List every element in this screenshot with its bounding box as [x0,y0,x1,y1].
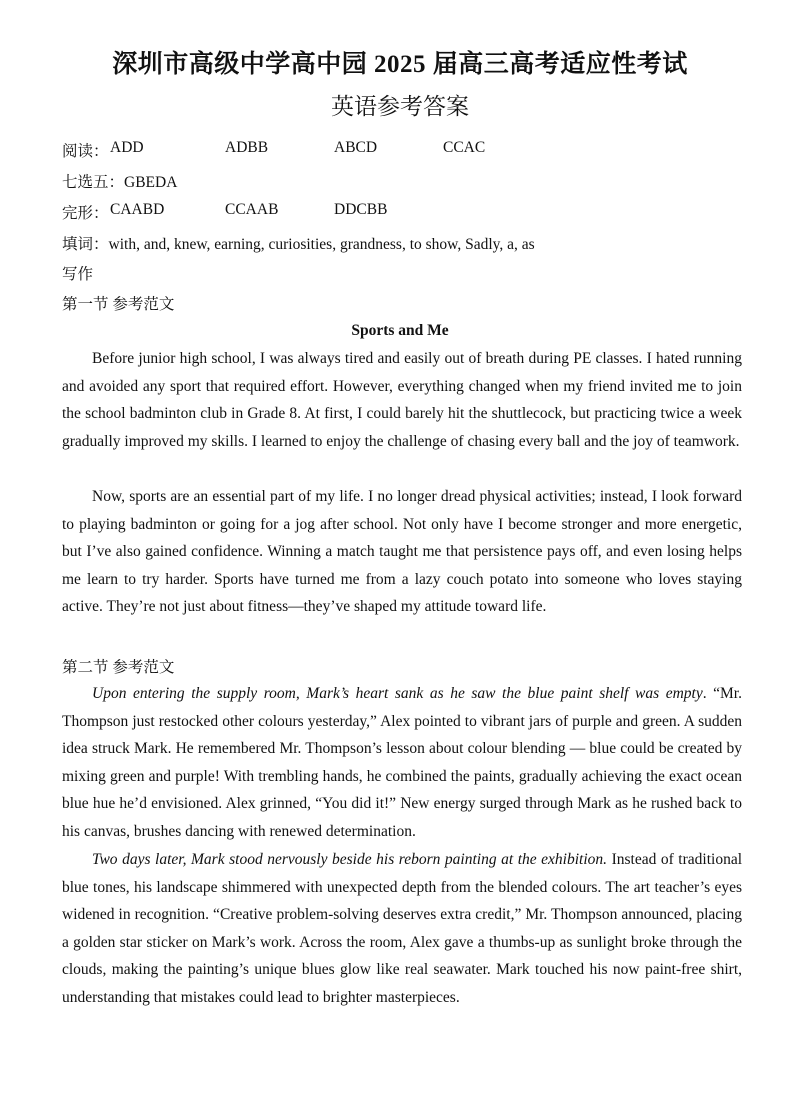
section2-p2-lead-sentence: Two days later, Mark stood nervously beside his reborn painting at the exhibition. [92,851,608,868]
fill-answers-text: with, and, knew, earning, curiosities, grandness, to show, Sadly, a, as [108,236,535,253]
reading-group-2: ADBB [225,139,269,156]
seven-five-label: 七选五： [62,174,125,191]
section1-heading: 第一节 参考范文 [62,296,175,313]
cloze-label: 完形： [62,205,109,222]
section2-p1-lead-sentence: Upon entering the supply room, Mark’s heart sank as he saw the blue paint shelf was empty [92,685,703,702]
page-title: 深圳市高级中学高中园 2025 届高三高考适应性考试 [112,51,688,78]
section2-p1-body: . “Mr. Thompson just restocked other colours yesterday,” Alex pointed to vibrant jars of purple and green. A sudden idea struck Mark. He remembered Mr. Thompson’s lesson about colour blending — blue could be created by mixing green and purple! With trembling hands, he combined the paints, gradually achieving the exact ocean blue hue he’d envisioned. Alex grinned, “You did it!” New energy surged through Mark as he rushed back to his canvas, brushes dancing with renewed determination. [62,685,742,840]
cloze-group-1: CAABD [110,201,165,218]
section2-heading: 第二节 参考范文 [62,659,175,676]
section2-p2-body: Instead of traditional blue tones, his landscape shimmered with unexpected depth from the blended colours. The art teacher’s eyes widened in recognition. “Creative problem-solving deserves extra credit,” Mr. Thompson announced, placing a golden star sticker on Mark’s work. Across the room, Alex gave a thumbs-up as sunlight broke through the clouds, making the painting’s unique blues glow like real seawater. Mark touched his now paint-free shirt, understanding that mistakes could lead to brighter masterpieces. [62,851,742,1006]
fill-answers-row [62,232,535,254]
reading-answers-row [62,139,486,161]
reading-group-3: ABCD [334,139,378,156]
fill-label: 填词： [62,236,109,253]
section2-paragraph-2 [62,846,742,1011]
cloze-group-2: CCAAB [225,201,279,218]
cloze-group-3: DDCBB [334,201,388,218]
page-subtitle: 英语参考答案 [331,94,469,119]
seven-five-group-1: GBEDA [124,174,178,191]
cloze-answers-row [62,201,388,223]
seven-five-answers-row [62,170,177,192]
section1-paragraph-2: Now, sports are an essential part of my life. I no longer dread physical activities; instead, I look forward to playing badminton or going for a jog after school. Not only have I become stronger and more energetic, but I’ve also gained confidence. Winning a match taught me that persistence pays off, and even losing helps me learn to try harder. Sports have turned me from a lazy couch potato into someone who loves staying active. They’re not just about fitness—they’ve shaped my attitude toward life. [62,488,742,615]
section1-paragraph-1: Before junior high school, I was always tired and easily out of breath during PE classes. I hated running and avoided any sport that required effort. However, everything changed when my friend invited me to join the school badminton club in Grade 8. At first, I could barely hit the shuttlecock, but practicing twice a week gradually improved my skills. I learned to enjoy the challenge of chasing every ball and the joy of teamwork. [62,350,742,450]
reading-label: 阅读： [62,143,109,160]
reading-group-1: ADD [110,139,144,156]
section2-paragraph-1 [62,680,742,845]
writing-heading: 写作 [62,266,94,283]
reading-group-4: CCAC [443,139,486,156]
essay-title: Sports and Me [351,322,449,339]
